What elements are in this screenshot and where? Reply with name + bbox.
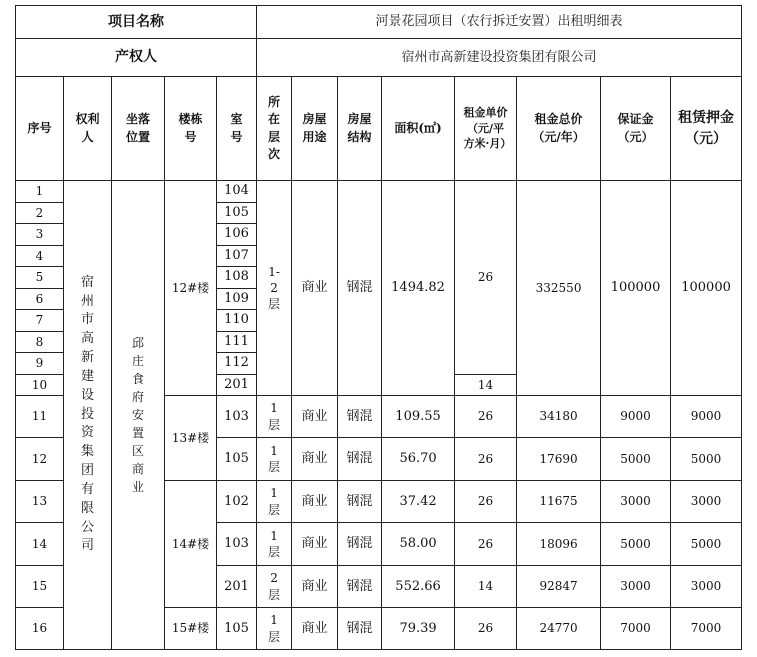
col-holder: 权利人 xyxy=(75,112,100,144)
structure-12: 钢混 xyxy=(338,181,382,396)
usage-cell: 商业 xyxy=(292,608,338,650)
seq-cell: 1 xyxy=(16,181,64,203)
floor-cell: 2层 xyxy=(268,571,281,602)
owner-value: 宿州市高新建设投资集团有限公司 xyxy=(257,39,742,77)
seq-cell: 7 xyxy=(16,310,64,332)
seq-cell: 16 xyxy=(16,608,64,650)
seq-cell: 10 xyxy=(16,374,64,396)
room-cell: 201 xyxy=(217,566,257,608)
structure-cell: 钢混 xyxy=(338,608,382,650)
col-rent-total: 租金总价（元/年） xyxy=(532,112,585,144)
room-cell: 105 xyxy=(217,202,257,224)
seq-cell: 2 xyxy=(16,202,64,224)
lease-cell: 3000 xyxy=(671,566,742,608)
total-cell: 34180 xyxy=(517,396,601,438)
room-cell: 106 xyxy=(217,224,257,246)
lease-cell: 7000 xyxy=(671,608,742,650)
total-cell: 18096 xyxy=(517,523,601,566)
room-cell: 109 xyxy=(217,288,257,310)
room-cell: 103 xyxy=(217,396,257,438)
deposit-cell: 5000 xyxy=(601,438,671,481)
area-cell: 552.66 xyxy=(382,566,455,608)
price-cell: 26 xyxy=(455,396,517,438)
floor-cell: 1层 xyxy=(268,528,281,559)
lease-cell: 9000 xyxy=(671,396,742,438)
room-cell: 103 xyxy=(217,523,257,566)
col-floor: 所在层次 xyxy=(268,94,281,161)
room-cell: 201 xyxy=(217,374,257,396)
usage-cell: 商业 xyxy=(292,566,338,608)
seq-cell: 4 xyxy=(16,245,64,267)
total-12: 332550 xyxy=(517,181,601,396)
building-13: 13#楼 xyxy=(165,396,217,481)
floor-12: 1-2层 xyxy=(268,264,281,312)
usage-cell: 商业 xyxy=(292,523,338,566)
deposit-cell: 3000 xyxy=(601,566,671,608)
floor-cell: 1层 xyxy=(268,443,281,474)
seq-cell: 6 xyxy=(16,288,64,310)
price-12-a: 26 xyxy=(455,181,517,375)
area-12: 1494.82 xyxy=(382,181,455,396)
seq-cell: 11 xyxy=(16,396,64,438)
col-deposit: 保证金（元） xyxy=(617,112,654,144)
usage-cell: 商业 xyxy=(292,481,338,523)
col-lease-deposit: 租赁押金（元） xyxy=(678,110,735,147)
structure-cell: 钢混 xyxy=(338,396,382,438)
col-seq: 序号 xyxy=(16,77,64,181)
seq-cell: 14 xyxy=(16,523,64,566)
room-cell: 102 xyxy=(217,481,257,523)
col-area: 面积(㎡) xyxy=(382,77,455,181)
deposit-cell: 5000 xyxy=(601,523,671,566)
col-usage: 房屋用途 xyxy=(302,112,327,144)
deposit-cell: 3000 xyxy=(601,481,671,523)
total-cell: 17690 xyxy=(517,438,601,481)
room-cell: 111 xyxy=(217,331,257,353)
rental-detail-table xyxy=(15,5,742,650)
col-rent-price: 租金单价（元/平方米·月） xyxy=(463,105,512,151)
holder-name: 宿州市高新建设投资集团有限公司 xyxy=(80,274,94,554)
area-cell: 37.42 xyxy=(382,481,455,523)
room-cell: 110 xyxy=(217,310,257,332)
floor-cell: 1层 xyxy=(268,613,281,644)
usage-cell: 商业 xyxy=(292,438,338,481)
price-cell: 26 xyxy=(455,608,517,650)
seq-cell: 3 xyxy=(16,224,64,246)
deposit-cell: 7000 xyxy=(601,608,671,650)
building-14: 14#楼 xyxy=(165,481,217,608)
col-building: 楼栋号 xyxy=(178,112,203,144)
total-cell: 24770 xyxy=(517,608,601,650)
usage-12: 商业 xyxy=(292,181,338,396)
structure-cell: 钢混 xyxy=(338,481,382,523)
area-cell: 79.39 xyxy=(382,608,455,650)
area-cell: 109.55 xyxy=(382,396,455,438)
lease-cell: 5000 xyxy=(671,438,742,481)
owner-label: 产权人 xyxy=(16,39,257,77)
deposit-12: 100000 xyxy=(601,181,671,396)
price-cell: 26 xyxy=(455,481,517,523)
price-cell: 26 xyxy=(455,438,517,481)
building-15: 15#楼 xyxy=(165,608,217,650)
lease-deposit-12: 100000 xyxy=(671,181,742,396)
structure-cell: 钢混 xyxy=(338,566,382,608)
floor-cell: 1层 xyxy=(268,486,281,517)
building-12: 12#楼 xyxy=(165,181,217,396)
project-name-label: 项目名称 xyxy=(16,6,257,39)
seq-cell: 9 xyxy=(16,353,64,375)
room-cell: 105 xyxy=(217,438,257,481)
usage-cell: 商业 xyxy=(292,396,338,438)
col-room: 室号 xyxy=(230,112,243,144)
seq-cell: 5 xyxy=(16,267,64,289)
project-name-value: 河景花园项目（农行拆迁安置）出租明细表 xyxy=(257,6,742,39)
room-cell: 105 xyxy=(217,608,257,650)
seq-cell: 13 xyxy=(16,481,64,523)
col-location: 坐落位置 xyxy=(126,112,151,144)
seq-cell: 15 xyxy=(16,566,64,608)
room-cell: 108 xyxy=(217,267,257,289)
price-cell: 26 xyxy=(455,523,517,566)
area-cell: 56.70 xyxy=(382,438,455,481)
total-cell: 11675 xyxy=(517,481,601,523)
area-cell: 58.00 xyxy=(382,523,455,566)
lease-cell: 3000 xyxy=(671,481,742,523)
price-12-b: 14 xyxy=(455,374,517,396)
seq-cell: 8 xyxy=(16,331,64,353)
location-name: 邱庄食府安置区商业 xyxy=(132,336,145,494)
room-cell: 107 xyxy=(217,245,257,267)
total-cell: 92847 xyxy=(517,566,601,608)
room-cell: 112 xyxy=(217,353,257,375)
price-cell: 14 xyxy=(455,566,517,608)
deposit-cell: 9000 xyxy=(601,396,671,438)
structure-cell: 钢混 xyxy=(338,523,382,566)
lease-cell: 5000 xyxy=(671,523,742,566)
col-structure: 房屋结构 xyxy=(347,112,372,144)
room-cell: 104 xyxy=(217,181,257,203)
seq-cell: 12 xyxy=(16,438,64,481)
structure-cell: 钢混 xyxy=(338,438,382,481)
floor-cell: 1层 xyxy=(268,401,281,432)
